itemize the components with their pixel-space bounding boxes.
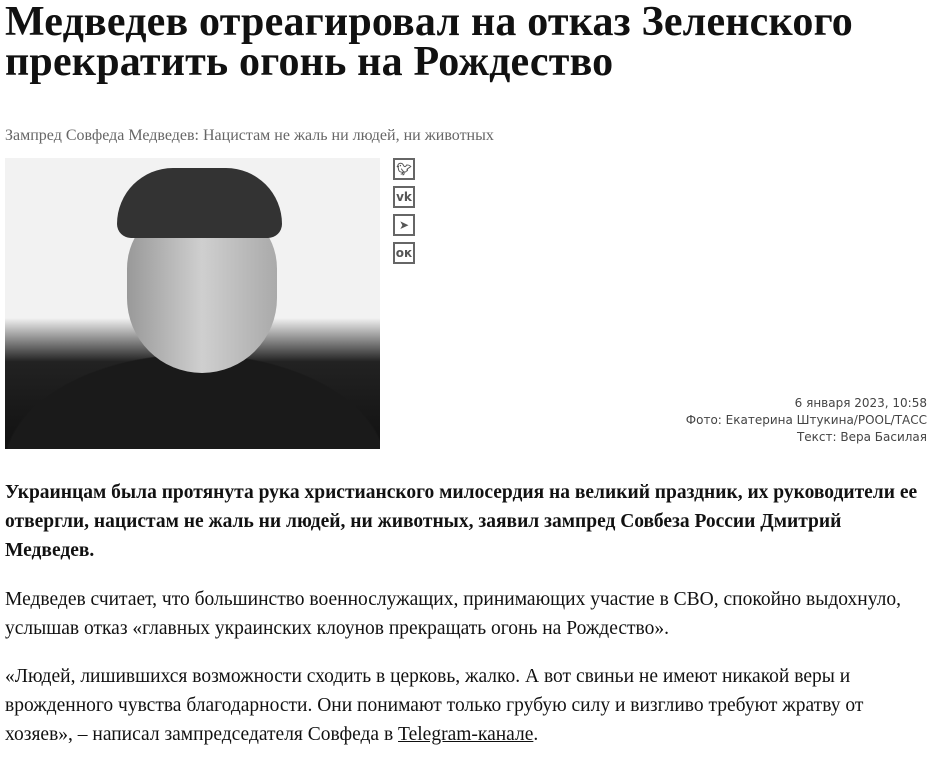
telegram-channel-link[interactable]: Telegram-канале bbox=[398, 724, 534, 745]
article-title: Медведев отреагировал на отказ Зеленского прекратить огонь на Рождество bbox=[5, 0, 853, 85]
twitter-icon: 🐦︎ bbox=[396, 162, 412, 176]
publish-date: 6 января 2023, 10:58 bbox=[794, 396, 927, 410]
paragraph-end: . bbox=[533, 724, 539, 745]
article-lead: Украинцам была протянута рука христианского милосердия на великий праздник, их руководители ее отвергли, нацистам не жаль ни людей, ни животных, заявил зампред Совбеза России Дмитрий Медведев. bbox=[5, 482, 918, 561]
telegram-icon: ➤ bbox=[398, 218, 410, 232]
article-subtitle: Зампред Совфеда Медведев: Нацистам не жаль ни людей, ни животных bbox=[5, 127, 494, 144]
share-twitter-button[interactable] bbox=[393, 158, 415, 180]
paragraph-text: «Людей, лишившихся возможности сходить в церковь, жалко. А вот свиньи не имеют никакой веры и врожденного чувства благодарности. Они понимают только грубую силу и визгливо требуют жратву от хозяев», – написал зампредседателя Совфеда в bbox=[5, 666, 864, 745]
share-vk-button[interactable] bbox=[393, 186, 415, 208]
article-paragraph bbox=[5, 662, 925, 749]
share-odnoklassniki-button[interactable] bbox=[393, 242, 415, 264]
article-meta bbox=[686, 395, 927, 446]
odnoklassniki-icon: ок bbox=[395, 246, 413, 260]
article-paragraph: Медведев считает, что большинство военнослужащих, принимающих участие в СВО, спокойно выдохнуло, услышав отказ «главных украинских клоунов прекращать огонь на Рождество». bbox=[5, 589, 901, 639]
text-credit: Текст: Вера Басилая bbox=[796, 430, 927, 444]
share-telegram-button[interactable] bbox=[393, 214, 415, 236]
photo-credit: Фото: Екатерина Штукина/POOL/ТАСС bbox=[685, 413, 927, 427]
article-photo bbox=[5, 158, 380, 449]
vk-icon: vk bbox=[396, 190, 412, 204]
